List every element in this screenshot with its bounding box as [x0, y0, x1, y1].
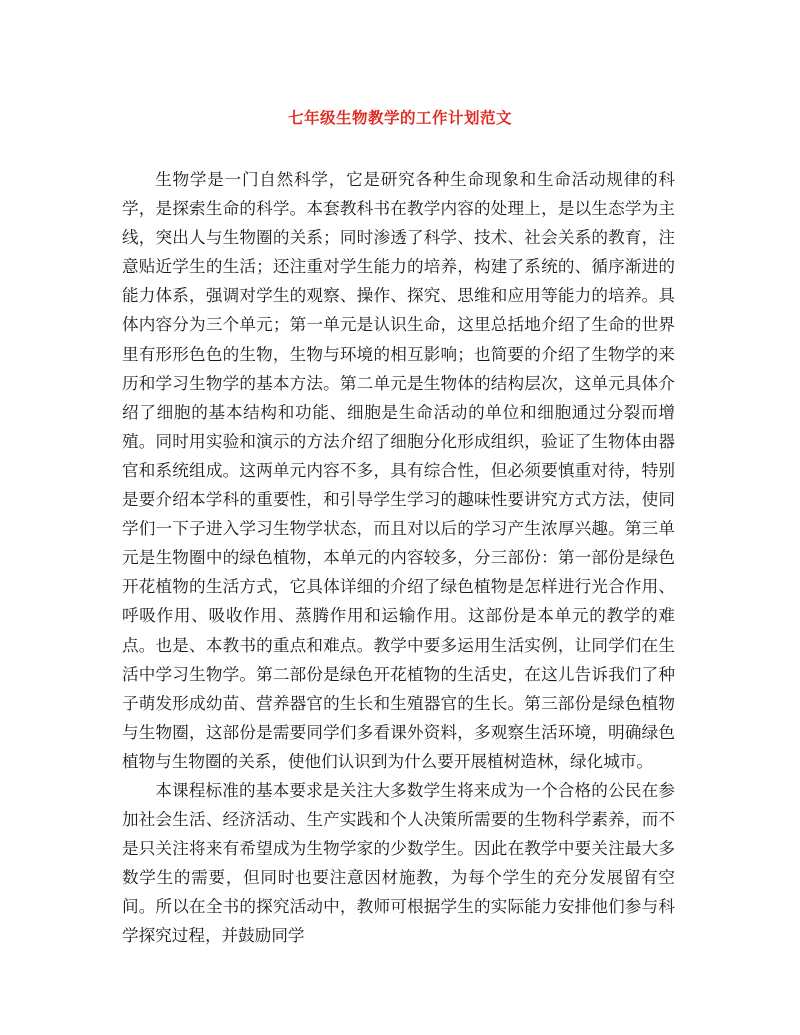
- paragraph-2: 本课程标准的基本要求是关注大多数学生将来成为一个合格的公民在参加社会生活、经济活动、生产实践和个人决策所需要的生物科学素养，而不是只关注将来有希望成为生物学家的少数学生。因此在教学中要关注最大多数学生的需要，但同时也要注意因材施教，为每个学生的充分发展留有空间。所以在全书的探究活动中，教师可根据学生的实际能力安排他们参与科学探究过程，并鼓励同学: [122, 780, 675, 946]
- document-body: [122, 165, 675, 951]
- paragraph-1: 生物学是一门自然科学，它是研究各种生命现象和生命活动规律的科学，是探索生命的科学。本套教科书在教学内容的处理上，是以生态学为主线，突出人与生物圈的关系；同时渗透了科学、技术、社会关系的教育，注意贴近学生的生活；还注重对学生能力的培养，构建了系统的、循序渐进的能力体系，强调对学生的观察、操作、探究、思维和应用等能力的培养。具体内容分为三个单元；第一单元是认识生命，这里总括地介绍了生命的世界里有形形色色的生物，生物与环境的相互影响；也简要的介绍了生物学的来历和学习生物学的基本方法。第二单元是生物体的结构层次，这单元具体介绍了细胞的基本结构和功能、细胞是生命活动的单位和细胞通过分裂而增殖。同时用实验和演示的方法介绍了细胞分化形成组织，验证了生物体由器官和系统组成。这两单元内容不多，具有综合性，但必须要慎重对待，特别是要介绍本学科的重要性，和引导学生学习的趣味性要讲究方式方法，使同学们一下子进入学习生物学状态，而且对以后的学习产生浓厚兴趣。第三单元是生物圈中的绿色植物，本单元的内容较多，分三部份：第一部份是绿色开花植物的生活方式，它具体详细的介绍了绿色植物是怎样进行光合作用、呼吸作用、吸收作用、蒸腾作用和运输作用。这部份是本单元的教学的难点。也是、本教书的重点和难点。教学中要多运用生活实例，让同学们在生活中学习生物学。第二部份是绿色开花植物的生活史，在这儿告诉我们了种子萌发形成幼苗、营养器官的生长和生殖器官的生长。第三部份是绿色植物与生物圈，这部份是需要同学们多看课外资料，多观察生活环境，明确绿色植物与生物圈的关系，使他们认识到为什么要开展植树造林，绿化城市。: [122, 170, 675, 771]
- document-title: 七年级生物教学的工作计划范文: [287, 108, 512, 127]
